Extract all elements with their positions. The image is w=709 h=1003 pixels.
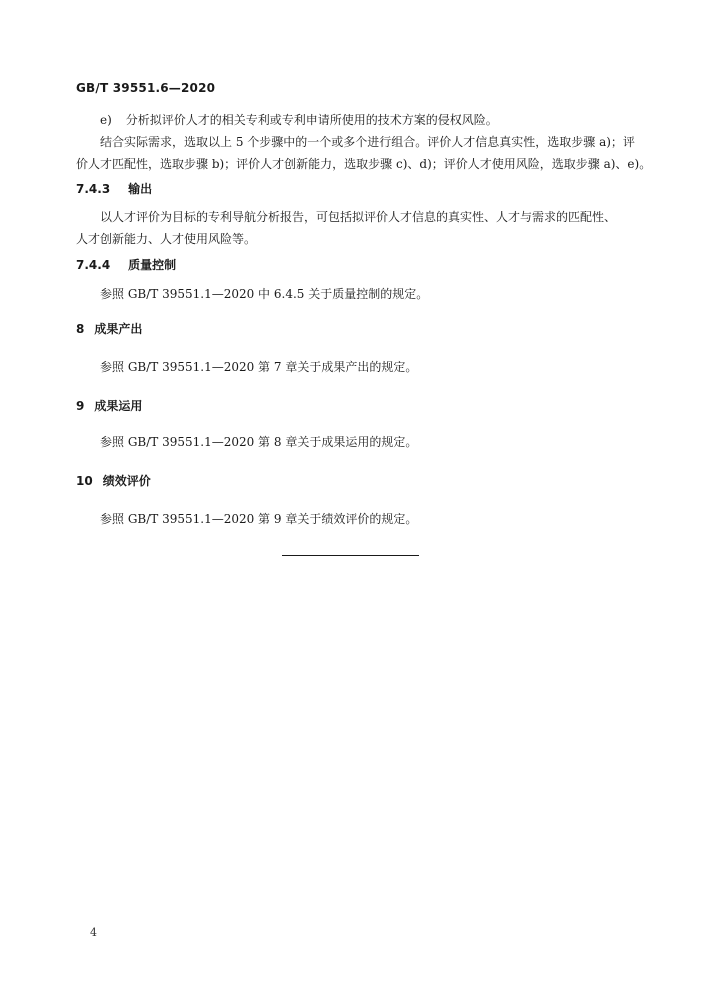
outputs-paragraph <box>76 356 636 378</box>
section-heading-10 <box>76 472 151 490</box>
section-title: 质量控制 <box>128 258 177 272</box>
paragraph-line: 参照 GB/T 39551.1—2020 第 7 章关于成果产出的规定。 <box>100 360 418 374</box>
section-title: 输出 <box>128 182 153 196</box>
page-number: 4 <box>90 926 97 939</box>
section-number: 7.4.3 <box>76 182 111 196</box>
section-number: 7.4.4 <box>76 258 111 272</box>
paragraph-line: 参照 GB/T 39551.1—2020 中 6.4.5 关于质量控制的规定。 <box>100 287 429 301</box>
list-item-e <box>76 109 636 131</box>
section-title: 成果运用 <box>94 399 143 413</box>
section-heading-7-4-3 <box>76 180 152 198</box>
paragraph-line: 参照 GB/T 39551.1—2020 第 8 章关于成果运用的规定。 <box>100 435 418 449</box>
end-of-document-rule <box>282 555 419 556</box>
section-title: 成果产出 <box>94 322 143 336</box>
evaluation-paragraph <box>76 508 636 530</box>
output-paragraph <box>76 206 636 250</box>
combination-paragraph <box>76 131 652 175</box>
section-number: 9 <box>76 399 85 413</box>
section-number: 10 <box>76 474 93 488</box>
standard-code: GB/T 39551.6—2020 <box>76 81 216 95</box>
section-number: 8 <box>76 322 85 336</box>
paragraph-line: 以人才评价为目标的专利导航分析报告，可包括拟评价人才信息的真实性、人才与需求的匹配性、 <box>100 210 617 224</box>
application-paragraph <box>76 431 636 453</box>
list-item-text: 分析拟评价人才的相关专利或专利申请所使用的技术方案的侵权风险。 <box>125 113 498 127</box>
paragraph-line: 结合实际需求，选取以上 5 个步骤中的一个或多个进行组合。评价人才信息真实性，选取步骤 a)；评 <box>100 135 635 149</box>
list-item-marker: e) <box>100 113 112 127</box>
section-heading-9 <box>76 397 142 415</box>
paragraph-line: 人才创新能力、人才使用风险等。 <box>76 232 257 246</box>
quality-control-paragraph <box>76 283 636 305</box>
section-title: 绩效评价 <box>102 474 151 488</box>
section-heading-8 <box>76 320 142 338</box>
paragraph-line: 参照 GB/T 39551.1—2020 第 9 章关于绩效评价的规定。 <box>100 512 418 526</box>
paragraph-line: 价人才匹配性，选取步骤 b)；评价人才创新能力，选取步骤 c)、d)；评价人才使用风险，选取步骤 a)、e)。 <box>76 157 652 171</box>
section-heading-7-4-4 <box>76 256 176 274</box>
